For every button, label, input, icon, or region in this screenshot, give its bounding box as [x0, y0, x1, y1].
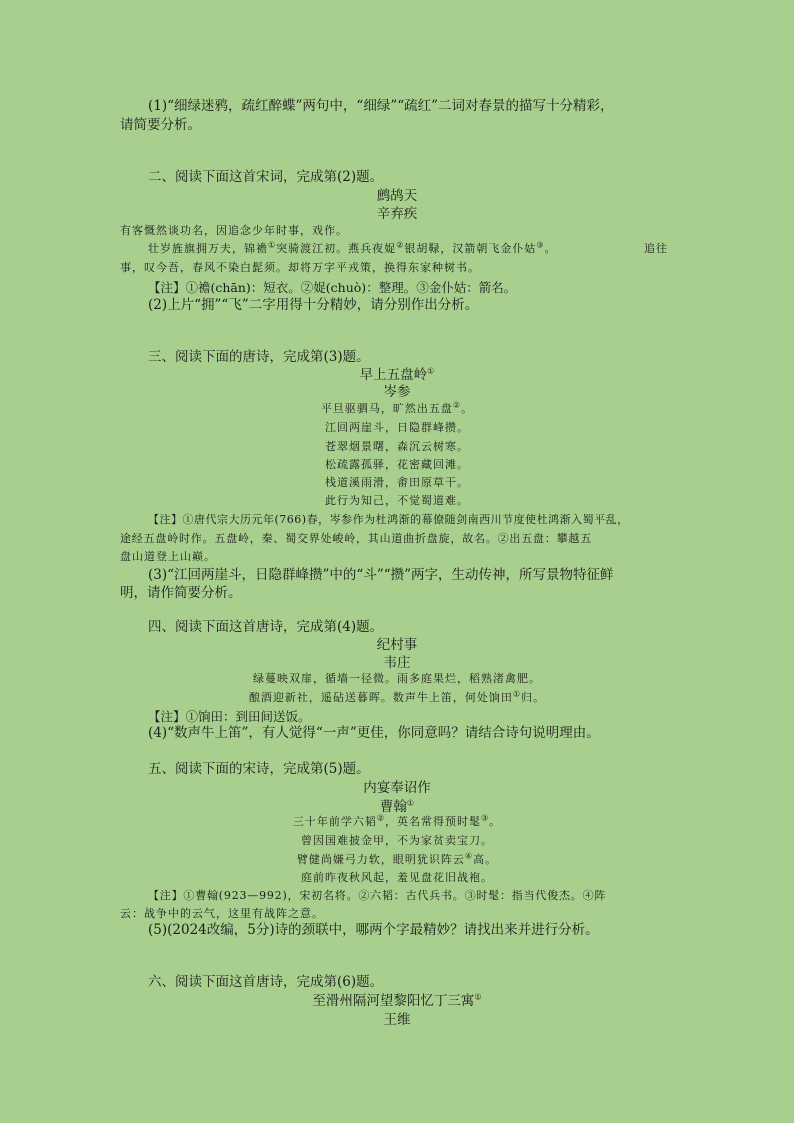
poem-5-line-1: 三十年前学六韬②，英名常得预时髦③。	[292, 813, 502, 828]
poem-3-title: 早上五盘岭①	[359, 366, 435, 383]
section-5-heading: 五、阅读下面的宋诗，完成第(5)题。	[148, 761, 370, 777]
poem-2-note: 【注】①襜(chān)：短衣。②娖(chuò)：整理。③金仆姑：箭名。	[148, 280, 517, 295]
poem-6-author: 王维	[383, 1012, 411, 1028]
poem-4-title: 纪村事	[376, 637, 418, 653]
poem-3-line-1: 平旦驱驷马，旷然出五盘②。	[320, 400, 474, 415]
question-2: (2)上片“拥”“飞”二字用得十分精妙，请分别作出分析。	[148, 297, 479, 313]
poem-5-line-4: 庭前昨夜秋风起，羞见盘花旧战袍。	[301, 871, 493, 884]
question-5: (5)(2024改编，5分)诗的颈联中，哪两个字最精妙？请找出来并进行分析。	[148, 922, 599, 938]
poem-5-note-1: 【注】①曹翰(923—992)，宋初名将。②六韬：古代兵书。③时髦：指当代俊杰。④阵	[148, 889, 607, 902]
poem-3-line-4: 松疏露孤驿，花密藏回滩。	[325, 458, 469, 471]
question-4: (4)“数声牛上笛”，有人觉得“一声”更佳，你同意吗？请结合诗句说明理由。	[148, 725, 600, 741]
poem-3-line-2: 江回两崖斗，日隐群峰攒。	[325, 421, 469, 434]
poem-6-title: 至滑州隔河望黎阳忆丁三寓①	[312, 992, 482, 1009]
question-1-line-1: (1)“细绿迷鸦，疏红醉蝶”两句中，“细绿”“疏红”二词对春景的描写十分精彩，	[148, 98, 614, 114]
poem-2-intro: 有客慨然谈功名，因追念少年时事，戏作。	[120, 224, 348, 237]
poem-4-line-1: 绿蔓映双扉，循墙一径微。雨多庭果烂，稻熟渚禽肥。	[253, 672, 541, 685]
section-4-heading: 四、阅读下面这首唐诗，完成第(4)题。	[148, 619, 384, 635]
poem-4-note: 【注】①饷田：到田间送饭。	[148, 709, 311, 724]
section-6-heading: 六、阅读下面这首唐诗，完成第(6)题。	[148, 974, 384, 990]
poem-2-line-2: 事，叹今吾，春风不染白髭须。却将万字平戎策，换得东家种树书。	[120, 261, 480, 274]
poem-3-note-3: 盘山道登上山巅。	[120, 550, 216, 563]
poem-4-author: 韦庄	[383, 655, 411, 671]
poem-2-title: 鹧鸪天	[376, 188, 418, 204]
poem-5-note-2: 云：战争中的云气，这里有战阵之意。	[120, 907, 324, 920]
poem-2-author: 辛弃疾	[376, 206, 418, 222]
section-3-heading: 三、阅读下面的唐诗，完成第(3)题。	[148, 349, 370, 365]
poem-5-title: 内宴奉诏作	[363, 780, 431, 796]
poem-4-line-2: 酿酒迎新社，遥砧送暮晖。数声牛上笛，何处饷田①归。	[248, 689, 546, 704]
section-2-heading: 二、阅读下面这首宋词，完成第(2)题。	[148, 169, 384, 185]
poem-5-line-2: 曾因国难披金甲，不为家贫卖宝刀。	[301, 834, 493, 847]
poem-3-author: 岑参	[383, 384, 411, 400]
poem-3-line-6: 此行为知己，不觉蜀道难。	[325, 494, 469, 507]
poem-3-note-2: 途经五盘岭时作。五盘岭，秦、蜀交界处峻岭，其山道曲折盘旋，故名。②出五盘：攀越五	[120, 532, 592, 545]
poem-3-line-3: 苍翠烟景曙，森沉云树寒。	[325, 440, 469, 453]
poem-3-line-5: 栈道溪雨滑，畬田原草干。	[325, 476, 469, 489]
poem-5-line-3: 臂健尚嫌弓力软，眼明犹识阵云④高。	[296, 851, 498, 866]
poem-2-line-1: 壮岁旌旗拥万夫，锦襜①突骑渡江初。燕兵夜娖②银胡䩮，汉箭朝飞金仆姑③。	[148, 240, 557, 255]
poem-3-note-1: 【注】①唐代宗大历元年(766)春，岑参作为杜鸿渐的幕僚随剑南西川节度使杜鸿渐入蜀平乱，	[148, 513, 629, 526]
question-1-line-2: 请简要分析。	[120, 117, 201, 133]
question-3-line-2: 明，请作简要分析。	[120, 585, 242, 601]
question-3-line-1: (3)“江回两崖斗，日隐群峰攒”中的“斗”“攒”两字，生动传神，所写景物特征鲜	[148, 567, 614, 583]
poem-5-author: 曹翰①	[379, 798, 415, 815]
poem-2-line-1-end: 追往	[644, 242, 668, 255]
